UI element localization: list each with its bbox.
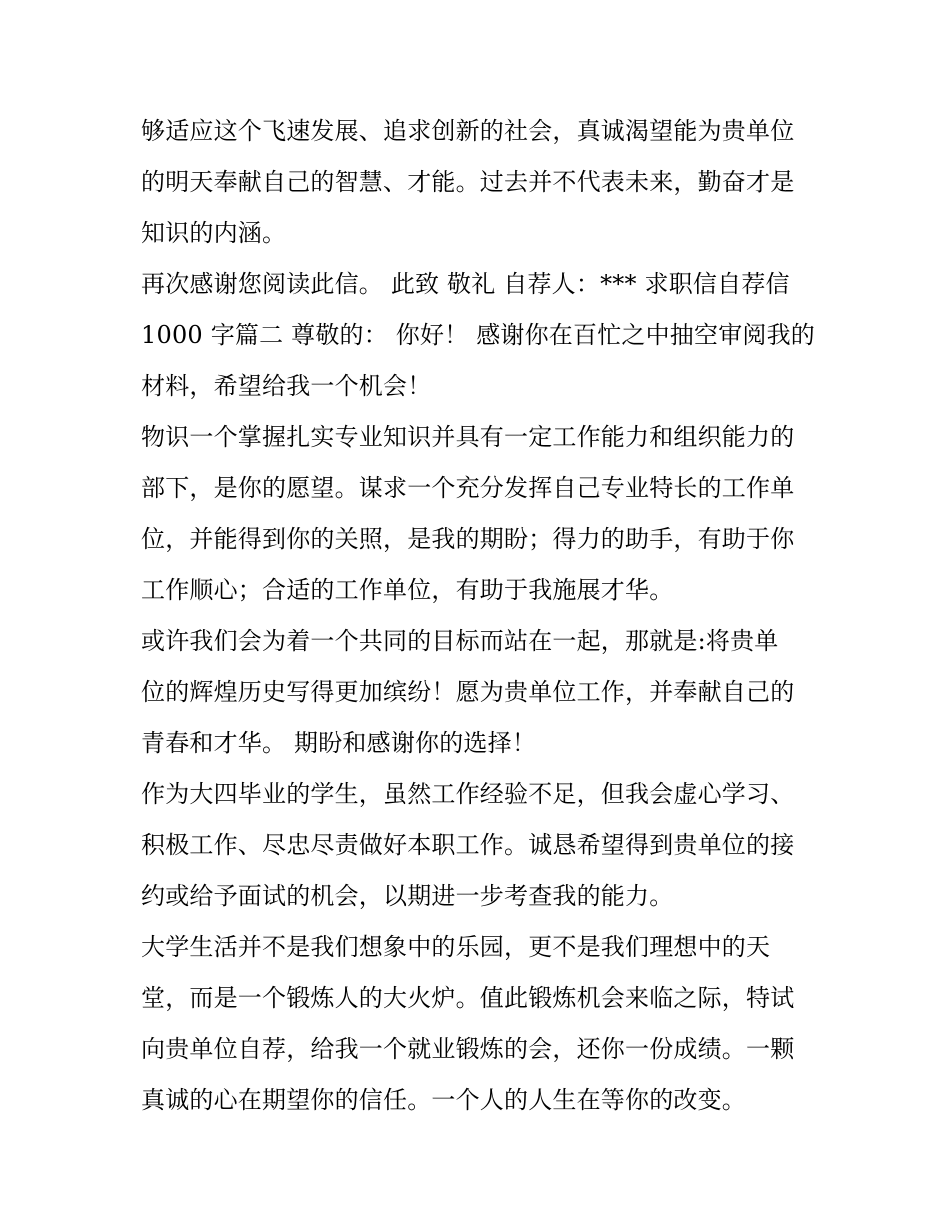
- text-line: 物识一个掌握扎实专业知识并具有一定工作能力和组织能力的: [141, 423, 795, 451]
- text-line: 材料，希望给我一个机会！: [141, 372, 432, 400]
- text-line: 知识的内涵。: [141, 219, 287, 247]
- text-line: 或许我们会为着一个共同的目标而站在一起，那就是:将贵单: [141, 627, 779, 655]
- text-line: 再次感谢您阅读此信。 此致 敬礼 自荐人：*** 求职信自荐信: [141, 270, 790, 298]
- text-line: 积极工作、尽忠尽责做好本职工作。诚恳希望得到贵单位的接: [141, 831, 795, 859]
- text-line: 位，并能得到你的关照，是我的期盼；得力的助手，有助于你: [141, 525, 795, 553]
- text-line: 约或给予面试的机会，以期进一步考查我的能力。: [141, 882, 674, 910]
- text-line: 的明天奉献自己的智慧、才能。过去并不代表未来，勤奋才是: [141, 168, 795, 196]
- text-line: 作为大四毕业的学生，虽然工作经验不足，但我会虚心学习、: [141, 780, 795, 808]
- text-line: 堂，而是一个锻炼人的大火炉。值此锻炼机会来临之际，特试: [141, 984, 795, 1012]
- text-line: 真诚的心在期望你的信任。一个人的人生在等你的改变。: [141, 1086, 746, 1114]
- text-line: 青春和才华。 期盼和感谢你的选择！: [141, 729, 537, 757]
- text-line: 工作顺心；合适的工作单位，有助于我施展才华。: [141, 576, 674, 604]
- text-line: 部下，是你的愿望。谋求一个充分发挥自己专业特长的工作单: [141, 474, 795, 502]
- text-line: 大学生活并不是我们想象中的乐园，更不是我们理想中的天: [141, 933, 771, 961]
- text-line: 位的辉煌历史写得更加缤纷！愿为贵单位工作，并奉献自己的: [141, 678, 795, 706]
- text-line: 向贵单位自荐，给我一个就业锻炼的会，还你一份成绩。一颗: [141, 1035, 795, 1063]
- document-body: [141, 106, 821, 1126]
- text-line: 够适应这个飞速发展、追求创新的社会，真诚渴望能为贵单位: [141, 117, 795, 145]
- text-line: 1000 字篇二 尊敬的： 你好！ 感谢你在百忙之中抽空审阅我的: [141, 321, 815, 349]
